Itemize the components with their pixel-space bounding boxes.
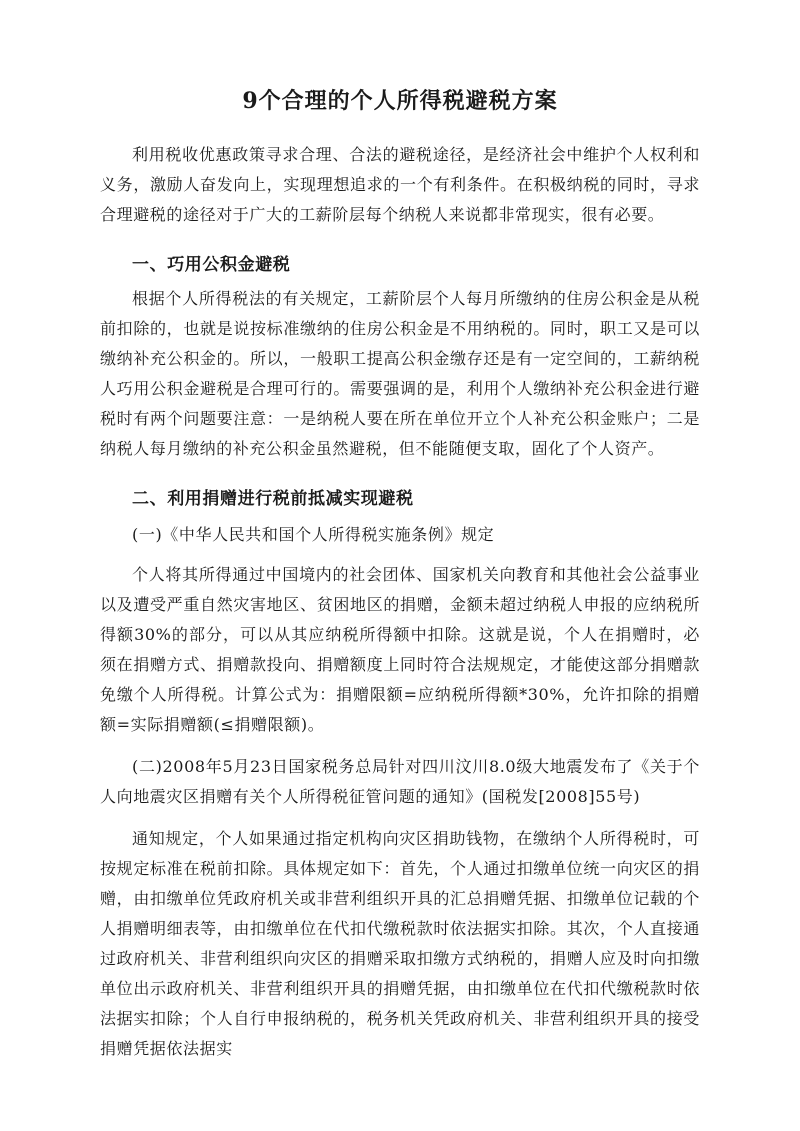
section-2-body-2: 通知规定，个人如果通过指定机构向灾区捐助钱物，在缴纳个人所得税时，可按规定标准在税前扣除。具体规定如下：首先，个人通过扣缴单位统一向灾区的捐赠，由扣缴单位凭政府机关或非营利组织开具的汇总捐赠凭据、扣缴单位记载的个人捐赠明细表等，由扣缴单位在代扣代缴税款时依法据实扣除。其次，个人直接通过政府机关、非营利组织向灾区的捐赠采取扣缴方式纳税的，捐赠人应及时向扣缴单位出示政府机关、非营利组织开具的捐赠凭据，由扣缴单位在代扣代缴税款时依法据实扣除；个人自行申报纳税的，税务机关凭政府机关、非营利组织开具的接受捐赠凭据依法据实 bbox=[100, 829, 700, 1058]
section-2-heading: 二、利用捐赠进行税前抵减实现避税 bbox=[132, 489, 414, 509]
document-page bbox=[100, 84, 700, 1064]
page-title: 9个合理的个人所得税避税方案 bbox=[242, 88, 558, 114]
section-2-sub-1: (一)《中华人民共和国个人所得税实施条例》规定 bbox=[132, 525, 495, 544]
intro-paragraph: 利用税收优惠政策寻求合理、合法的避税途径，是经济社会中维护个人权利和义务，激励人奋发向上，实现理想追求的一个有利条件。在积极纳税的同时，寻求合理避税的途径对于广大的工薪阶层每个纳税人来说都非常现实，很有必要。 bbox=[100, 145, 700, 224]
section-2-sub-2: (二)2008年5月23日国家税务总局针对四川汶川8.0级大地震发布了《关于个人向地震灾区捐赠有关个人所得税征管问题的通知》(国税发[2008]55号) bbox=[100, 757, 700, 806]
section-1-heading: 一、巧用公积金避税 bbox=[132, 255, 291, 275]
section-2-body-1: 个人将其所得通过中国境内的社会团体、国家机关向教育和其他社会公益事业以及遭受严重自然灾害地区、贫困地区的捐赠，金额未超过纳税人申报的应纳税所得额30%的部分，可以从其应纳税所得额中扣除。这就是说，个人在捐赠时，必须在捐赠方式、捐赠款投向、捐赠额度上同时符合法规规定，才能使这部分捐赠款免缴个人所得税。计算公式为：捐赠限额=应纳税所得额*30%，允许扣除的捐赠额=实际捐赠额(≤捐赠限额)。 bbox=[100, 565, 700, 734]
section-1-body: 根据个人所得税法的有关规定，工薪阶层个人每月所缴纳的住房公积金是从税前扣除的，也就是说按标准缴纳的住房公积金是不用纳税的。同时，职工又是可以缴纳补充公积金的。所以，一般职工提高公积金缴存还是有一定空间的，工薪纳税人巧用公积金避税是合理可行的。需要强调的是，利用个人缴纳补充公积金进行避税时有两个问题要注意：一是纳税人要在所在单位开立个人补充公积金账户；二是纳税人每月缴纳的补充公积金虽然避税，但不能随便支取，固化了个人资产。 bbox=[100, 289, 700, 458]
